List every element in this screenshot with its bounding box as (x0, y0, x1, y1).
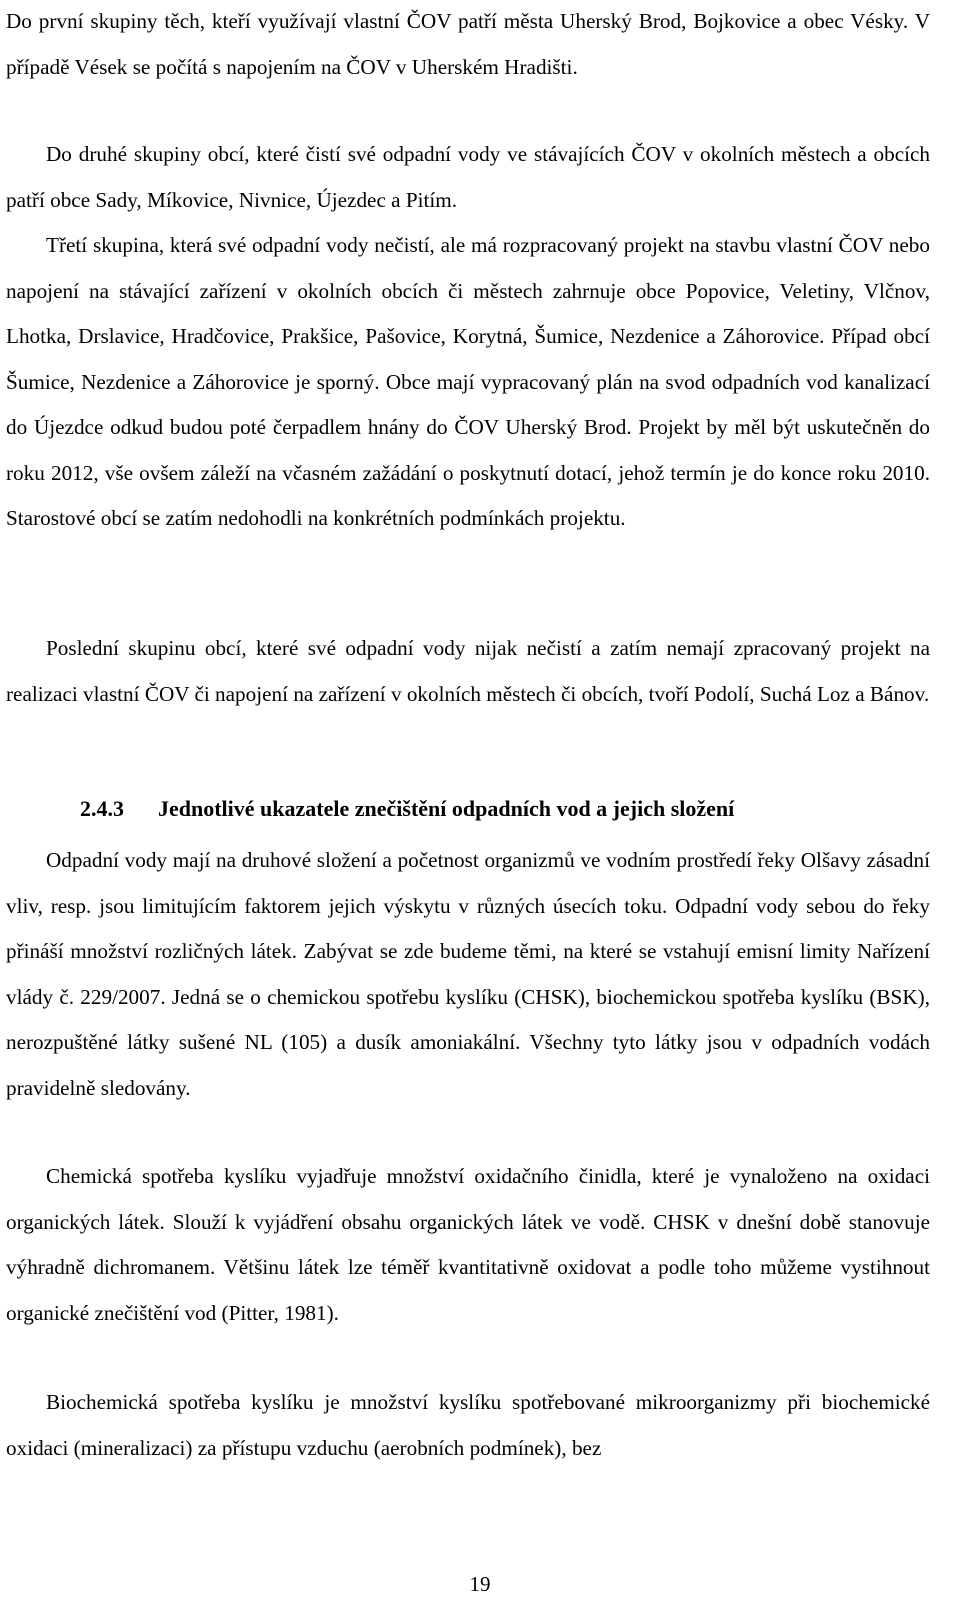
paragraph-wastewater-intro: Odpadní vody mají na druhové složení a početnost organizmů ve vodním prostředí řeky Olšavy zásadní vliv, resp. jsou limitujícím faktorem jejich výskytu v různých úsecích toku. Odpadní vody sebou do řeky přináší množství rozličných látek. Zabývat se zde budeme těmi, na které se vstahují emisní limity Nařízení vlády č. 229/2007. Jedná se o chemickou spotřebu kyslíku (CHSK), biochemickou spotřeba kyslíku (BSK), nerozpuštěné látky sušené NL (105) a dusík amoniakální. Všechny tyto látky jsou v odpadních vodách pravidelně sledovány. (6, 848, 930, 1100)
paragraph-chsk: Chemická spotřeba kyslíku vyjadřuje množství oxidačního činidla, které je vynaloženo na oxidaci organických látek. Slouží k vyjádření obsahu organických látek ve vodě. CHSK v dnešní době stanovuje výhradně dichromanem. Většinu látek lze téměř kvantitativně oxidovat a podle toho můžeme vystihnout organické znečištění vod (Pitter, 1981). (6, 1164, 930, 1325)
paragraph-third-group: Třetí skupina, která své odpadní vody nečistí, ale má rozpracovaný projekt na stavbu vlastní ČOV nebo napojení na stávající zařízení v okolních obcích či městech zahrnuje obce Popovice, Veletiny, Vlčnov, Lhotka, Drslavice, Hradčovice, Prakšice, Pašovice, Korytná, Šumice, Nezdenice a Záhorovice. Případ obcí Šumice, Nezdenice a Záhorovice je sporný. Obce mají vypracovaný plán na svod odpadních vod kanalizací do Újezdce odkud budou poté čerpadlem hnány do ČOV Uherský Brod. Projekt by měl být uskutečněn do roku 2012, vše ovšem záleží na včasném zažádání o poskytnutí dotací, jehož termín je do konce roku 2010. Starostové obcí se zatím nedohodli na konkrétních podmínkách projektu. (6, 233, 930, 530)
page-number: 19 (469, 1572, 491, 1596)
paragraph-bsk: Biochemická spotřeba kyslíku je množství kyslíku spotřebované mikroorganizmy při biochemické oxidaci (mineralizaci) za přístupu vzduchu (aerobních podmínek), bez (6, 1390, 930, 1460)
paragraph-first-group: Do první skupiny těch, kteří využívají vlastní ČOV patří města Uherský Brod, Bojkovice a obec Vésky. V případě Vések se počítá s napojením na ČOV v Uherském Hradišti. (6, 9, 930, 79)
section-heading (80, 791, 940, 827)
paragraph-second-group: Do druhé skupiny obcí, které čistí své odpadní vody ve stávajících ČOV v okolních městech a obcích patří obce Sady, Míkovice, Nivnice, Újezdec a Pitím. (6, 142, 930, 212)
paragraph-last-group: Poslední skupinu obcí, které své odpadní vody nijak nečistí a zatím nemají zpracovaný projekt na realizaci vlastní ČOV či napojení na zařízení v okolních městech či obcích, tvoří Podolí, Suchá Loz a Bánov. (6, 636, 930, 706)
section-number: 2.4.3 (80, 796, 124, 821)
section-title: Jednotlivé ukazatele znečištění odpadních vod a jejich složení (158, 796, 735, 821)
